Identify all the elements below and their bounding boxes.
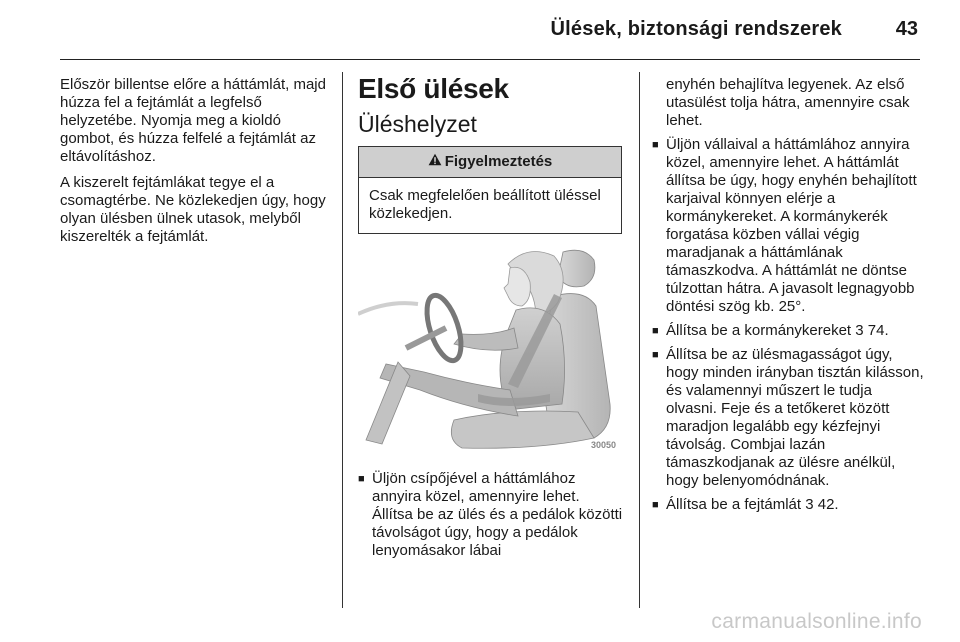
warning-box xyxy=(358,146,622,234)
section-title: Első ülések xyxy=(358,73,509,104)
warning-triangle-icon xyxy=(428,152,442,170)
column-divider-left xyxy=(342,72,343,608)
bullet-text-steering-wheel: Állítsa be a kormánykereket 3 74. xyxy=(666,322,889,339)
bullet-text-hip-position: Üljön csípőjével a háttámlához annyira közel, amennyire lehet. Állítsa be az ülés és a pedálok közötti távolságot úgy, hogy a pedálok lenyomásakor lábai xyxy=(372,470,623,559)
header-title: Ülések, biztonsági rendszerek xyxy=(550,18,842,40)
bullet-text-shoulder-position: Üljön vállaival a háttámlához annyira közel, amennyire lehet. A háttámlát állítsa be úgy, hogy enyhén behajlított karjaival könnyen elérje a kormánykereket. A kormánykerék forgatása közben vállai végig maradjanak a háttámlának támaszkodva. A háttámlát ne döntse túlzottan hátra. A javasolt legnagyobb döntési szög kb. 25°. xyxy=(666,136,917,315)
list-item xyxy=(652,322,924,340)
warning-heading-text: Figyelmeztetés xyxy=(444,153,553,170)
column-3 xyxy=(652,76,924,520)
bullet-text-seat-height: Állítsa be az ülésmagasságot úgy, hogy minden irányban tisztán kilásson, és valamennyi műszert le tudja olvasni. Feje és a tetőkeret között maradjon legalább egy kézfejnyi távolság. Combjai lazán támaszkodjanak az ülésre anélkül, hogy belenyomódnának. xyxy=(666,346,924,489)
paragraph-store-headrest: A kiszerelt fejtámlákat tegye el a csomagtérbe. Ne közlekedjen úgy, hogy olyan ülésben ülnek utasok, melyből kiszerelték a fejtámlát. xyxy=(60,174,326,245)
column-divider-right xyxy=(639,72,640,608)
column-1 xyxy=(60,76,332,254)
bullet-mark: ■ xyxy=(652,325,659,337)
bullet-continuation: enyhén behajlítva legyenek. Az első utasülést tolja hátra, amennyire csak lehet. xyxy=(666,76,910,129)
seating-position-illustration xyxy=(358,244,620,456)
bullet-mark: ■ xyxy=(358,473,365,485)
warning-heading xyxy=(359,147,621,178)
paragraph-remove-headrest: Először billentse előre a háttámlát, majd húzza fel a fejtámlát a legfelső helyzetébe. Nyomja meg a kioldó gombot, és húzza felfelé a fejtámlát az eltávolításhoz. xyxy=(60,76,326,165)
column-2 xyxy=(358,72,624,566)
driver-seat-drawing xyxy=(358,244,620,456)
bullet-mark: ■ xyxy=(652,349,659,361)
list-item xyxy=(652,346,924,490)
list-item xyxy=(358,470,624,560)
watermark: carmanualsonline.info xyxy=(711,610,922,633)
list-item xyxy=(652,136,924,316)
bullet-text-headrest: Állítsa be a fejtámlát 3 42. xyxy=(666,496,839,513)
list-item xyxy=(652,496,924,514)
bullet-mark: ■ xyxy=(652,499,659,511)
page-number: 43 xyxy=(895,18,918,40)
warning-body: Csak megfelelően beállított üléssel közlekedjen. xyxy=(369,187,601,222)
subsection-title: Üléshelyzet xyxy=(358,111,477,137)
figure-id: 30050 xyxy=(590,440,616,450)
bullet-mark: ■ xyxy=(652,139,659,151)
header-rule xyxy=(60,59,920,60)
